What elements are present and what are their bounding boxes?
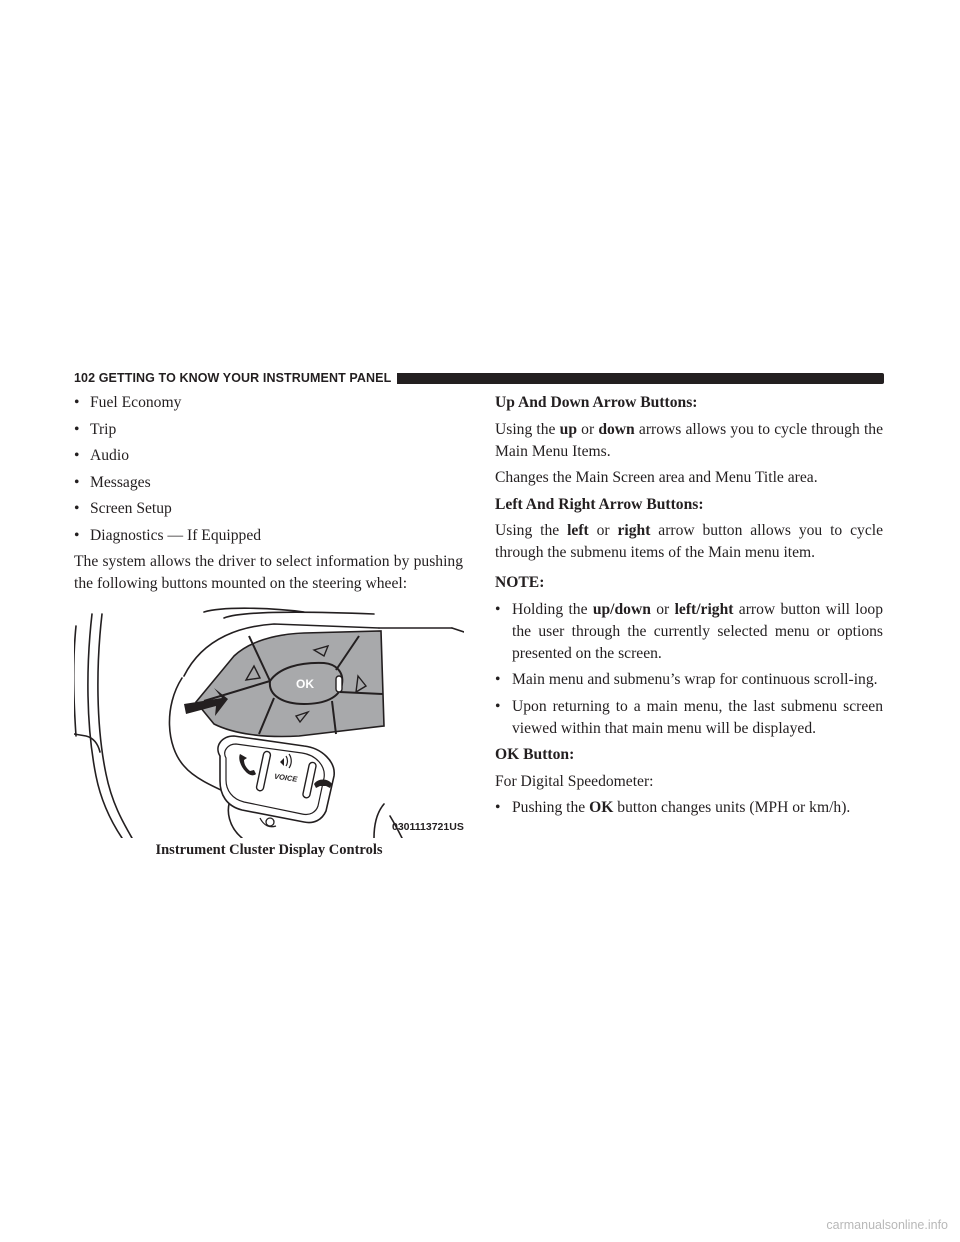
right-column (495, 392, 883, 824)
list-item: • Upon returning to a main menu, the last submenu screen viewed within that main menu will be displayed. (495, 697, 883, 737)
note-heading: NOTE: (495, 574, 545, 591)
bullet-icon: • (74, 394, 80, 411)
bullet-icon: • (74, 500, 80, 517)
bullet-icon: • (495, 697, 501, 715)
header-rule (397, 373, 884, 384)
list-item: • Main menu and submenu’s wrap for continuous scroll-ing. (495, 669, 883, 691)
section-heading: OK Button: (495, 746, 575, 763)
paragraph: Using the up or down arrows allows you to cycle through the Main Menu Items. (495, 420, 883, 460)
bullet-icon: • (74, 420, 80, 438)
bullet-icon: • (74, 447, 80, 464)
ok-label: OK (296, 677, 314, 691)
bullet-icon: • (74, 473, 80, 491)
figure-caption: Instrument Cluster Display Controls (155, 842, 383, 858)
section-heading: Up And Down Arrow Buttons: (495, 394, 698, 411)
list-item: • Pushing the OK button changes units (MPH or km/h). (495, 797, 883, 819)
section-heading: Left And Right Arrow Buttons: (495, 495, 704, 513)
voice-label: VOICE (273, 771, 298, 784)
left-column (74, 392, 463, 600)
paragraph: Using the left or right arrow button allows you to cycle through the submenu items of the Main menu item. (495, 522, 884, 561)
bullet-icon: • (495, 600, 501, 618)
bullet-icon: • (495, 671, 501, 688)
figure-code: 0301113721US (392, 821, 464, 833)
intro-paragraph: The system allows the driver to select information by pushing the following buttons mounted on the steering wheel: (74, 553, 463, 592)
list-item: • Fuel Economy (74, 392, 463, 414)
page-header (74, 369, 884, 387)
steering-wheel-controls-illustration (74, 606, 464, 838)
list-item: • Messages (74, 472, 463, 494)
list-item: • Holding the up/down or left/right arrow button will loop the user through the currently selected menu or options presented on the screen. (495, 600, 883, 662)
list-item: • Audio (74, 445, 463, 467)
list-item: • Screen Setup (74, 498, 463, 520)
bullet-icon: • (74, 526, 80, 544)
paragraph: For Digital Speedometer: (495, 772, 654, 790)
bullet-icon: • (495, 799, 501, 816)
page-number-and-section: 102 GETTING TO KNOW YOUR INSTRUMENT PANEL (74, 371, 392, 385)
list-item: • Trip (74, 419, 463, 441)
paragraph: Changes the Main Screen area and Menu Title area. (495, 469, 818, 486)
list-item: • Diagnostics — If Equipped (74, 525, 463, 547)
watermark: carmanualsonline.info (826, 1218, 948, 1232)
